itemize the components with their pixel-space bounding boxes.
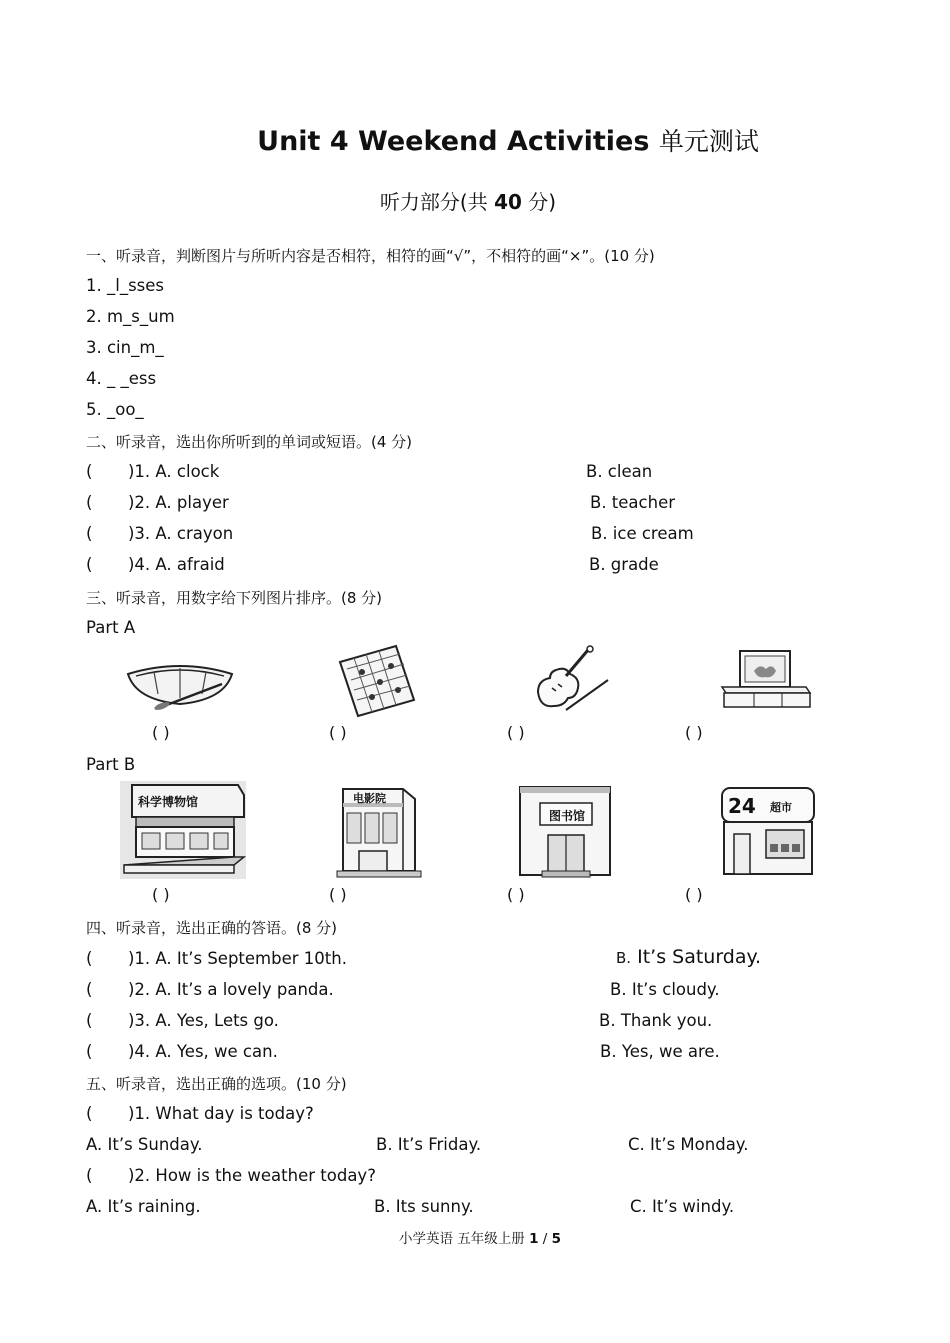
cinema-sign: 电影院	[353, 792, 386, 805]
list-item: 1. _l_sses	[86, 276, 165, 295]
option-a: )3. A. Yes, Lets go.	[128, 1011, 279, 1030]
section-5-heading: 五、听录音，选出正确的选项。(10 分)	[86, 1075, 347, 1093]
answer-paren[interactable]: (	[86, 524, 93, 543]
option-a: )2. A. player	[128, 493, 229, 512]
footer-text: 小学英语 五年级上册	[398, 1231, 530, 1247]
option-b	[610, 980, 720, 999]
option-b: B. clean	[586, 462, 653, 481]
answer-blank[interactable]: ( )	[329, 885, 347, 904]
supermarket-picture	[720, 784, 816, 878]
museum-picture	[120, 781, 246, 879]
list-item: 3. cin_m_	[86, 338, 164, 357]
option-b-letter: B.	[600, 1042, 617, 1061]
option-a: A. It’s Sunday.	[86, 1135, 203, 1154]
museum-sign: 科学博物馆	[138, 795, 199, 809]
answer-blank[interactable]: ( )	[152, 723, 170, 742]
supermarket-24-sign: 24	[728, 794, 756, 818]
violin-icon	[530, 644, 612, 714]
answer-paren[interactable]: (	[86, 1042, 93, 1061]
option-b-text: Thank you.	[615, 1011, 713, 1030]
boat-icon	[124, 654, 236, 710]
option-b	[616, 946, 761, 968]
option-b	[600, 1042, 720, 1061]
answer-paren[interactable]: (	[86, 1166, 93, 1185]
option-a: )2. A. It’s a lovely panda.	[128, 980, 334, 999]
answer-paren[interactable]: (	[86, 949, 93, 968]
footer-page-total: 5	[551, 1231, 562, 1247]
option-a: )1. A. clock	[128, 462, 220, 481]
option-b: B. Its sunny.	[374, 1197, 474, 1216]
library-sign: 图书馆	[549, 809, 586, 823]
option-a: )4. A. Yes, we can.	[128, 1042, 278, 1061]
option-b-letter: B.	[599, 1011, 616, 1030]
cinema-picture	[333, 783, 423, 879]
subtitle-pre: 听力部分(共	[379, 190, 495, 214]
page-title	[0, 122, 950, 158]
tv-icon	[718, 647, 814, 713]
option-a: )4. A. afraid	[128, 555, 225, 574]
option-b-letter: B.	[616, 949, 632, 967]
supermarket-sign: 超市	[770, 801, 792, 814]
section-3-heading: 三、听录音，用数字给下列图片排序。(8 分)	[86, 589, 383, 607]
footer-page-number: 1	[529, 1231, 539, 1247]
list-item: 5. _oo_	[86, 400, 144, 419]
part-a-label: Part A	[86, 618, 136, 637]
answer-blank[interactable]: ( )	[152, 885, 170, 904]
answer-paren[interactable]: (	[86, 462, 93, 481]
footer-separator: /	[538, 1231, 552, 1247]
answer-paren[interactable]: (	[86, 1011, 93, 1030]
subtitle-num: 40	[494, 190, 522, 214]
section-2-heading: 二、听录音，选出你所听到的单词或短语。(4 分)	[86, 433, 413, 451]
answer-paren[interactable]: (	[86, 555, 93, 574]
option-b-text: Yes, we are.	[616, 1042, 720, 1061]
page-footer	[0, 1227, 950, 1247]
library-picture	[518, 783, 614, 879]
option-b: B. ice cream	[591, 524, 694, 543]
option-b: B. It’s Friday.	[376, 1135, 482, 1154]
option-a: A. It’s raining.	[86, 1197, 201, 1216]
option-c: C. It’s Monday.	[628, 1135, 749, 1154]
option-a: )1. A. It’s September 10th.	[128, 949, 347, 968]
option-b: B. grade	[589, 555, 659, 574]
option-b-text: It’s Saturday.	[631, 946, 762, 968]
title-cn: 单元测试	[658, 127, 759, 156]
library-icon	[518, 783, 614, 879]
answer-blank[interactable]: ( )	[507, 885, 525, 904]
answer-blank[interactable]: ( )	[685, 885, 703, 904]
answer-paren[interactable]: (	[86, 980, 93, 999]
section-1-heading: 一、听录音，判断图片与所听内容是否相符，相符的画“√”，不相符的画“×”。(10 分)	[86, 247, 655, 265]
answer-paren[interactable]: (	[86, 1104, 93, 1123]
answer-blank[interactable]: ( )	[507, 723, 525, 742]
answer-paren[interactable]: (	[86, 493, 93, 512]
question-text: )1. What day is today?	[128, 1104, 314, 1123]
answer-blank[interactable]: ( )	[329, 723, 347, 742]
option-b: B. teacher	[590, 493, 676, 512]
subtitle-post: 分)	[521, 190, 557, 214]
answer-blank[interactable]: ( )	[685, 723, 703, 742]
list-item: 4. _ _ess	[86, 369, 157, 388]
part-b-label: Part B	[86, 755, 136, 774]
title-en: Unit 4 Weekend Activities	[257, 126, 650, 157]
option-b-text: It’s cloudy.	[626, 980, 720, 999]
option-b-letter: B.	[610, 980, 627, 999]
option-b	[599, 1011, 712, 1030]
section-4-heading: 四、听录音，选出正确的答语。(8 分)	[86, 919, 338, 937]
option-a: )3. A. crayon	[128, 524, 234, 543]
question-text: )2. How is the weather today?	[128, 1166, 376, 1185]
list-item: 2. m_s_um	[86, 307, 175, 326]
page-subtitle	[0, 186, 936, 215]
option-c: C. It’s windy.	[630, 1197, 735, 1216]
chessboard-icon	[336, 642, 418, 720]
